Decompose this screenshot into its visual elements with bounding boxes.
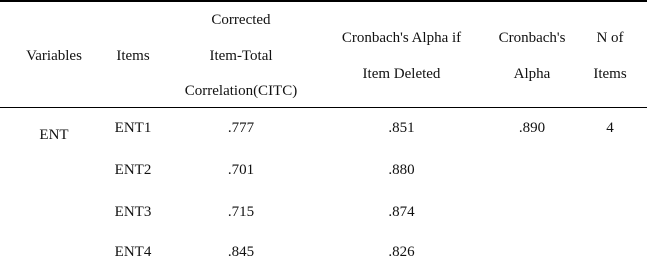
header-bottom-rule	[0, 107, 647, 108]
item-label: ENT1	[114, 120, 152, 136]
citc-value: .845	[227, 244, 255, 260]
header-n-items-line2: Items	[593, 66, 627, 82]
item-label: ENT4	[114, 244, 152, 260]
header-alpha-line1: Cronbach's	[498, 30, 566, 46]
alpha-if-deleted-value: .826	[388, 244, 415, 260]
header-citc-line1: Corrected	[211, 12, 271, 28]
citc-value: .777	[227, 120, 255, 136]
header-citc-line3: Correlation(CITC)	[184, 83, 298, 99]
n-items-value: 4	[606, 120, 614, 136]
cronbach-alpha-value: .890	[518, 120, 546, 136]
item-label: ENT3	[114, 204, 152, 220]
citc-value: .715	[227, 204, 255, 220]
alpha-if-deleted-value: .874	[388, 204, 415, 220]
citc-value: .701	[227, 162, 255, 178]
alpha-if-deleted-value: .880	[388, 162, 415, 178]
alpha-if-deleted-value: .851	[388, 120, 415, 136]
variable-name: ENT	[39, 127, 69, 143]
table-top-rule	[0, 0, 647, 2]
header-variables: Variables	[26, 48, 82, 64]
item-label: ENT2	[114, 162, 152, 178]
header-alpha-deleted-line1: Cronbach's Alpha if	[341, 30, 462, 46]
header-alpha-deleted-line2: Item Deleted	[362, 66, 441, 82]
header-items: Items	[116, 48, 150, 64]
header-citc-line2: Item-Total	[209, 48, 273, 64]
header-alpha-line2: Alpha	[513, 66, 551, 82]
header-n-items-line1: N of	[596, 30, 624, 46]
